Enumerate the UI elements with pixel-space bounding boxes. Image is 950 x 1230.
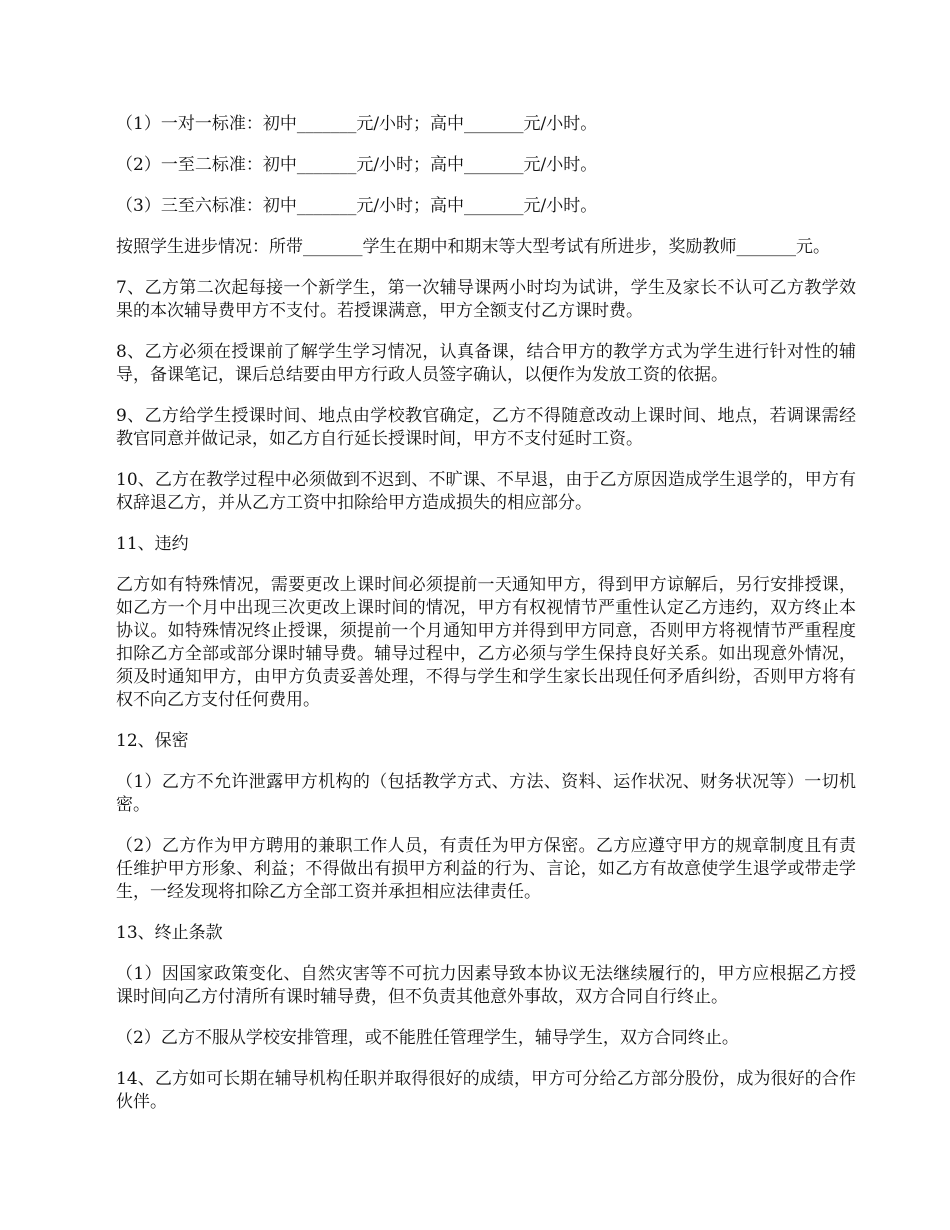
clause-13-1: （1）因国家政策变化、自然灾害等不可抗力因素导致本协议无法继续履行的，甲方应根据乙方授课时间向乙方付清所有课时辅导费，但不负责其他意外事故，双方合同自行终止。 <box>116 964 856 1007</box>
document-body <box>116 113 856 1132</box>
section-heading-breach: 11、违约 <box>116 534 189 554</box>
rate-one-to-two: （2）一至二标准：初中_______元/小时；高中_______元/小时。 <box>116 155 598 175</box>
clause-10: 10、乙方在教学过程中必须做到不迟到、不旷课、不早退，由于乙方原因造成学生退学的，甲方有权辞退乙方，并从乙方工资中扣除给甲方造成损失的相应部分。 <box>116 470 856 513</box>
clause-12-2: （2）乙方作为甲方聘用的兼职工作人员，有责任为甲方保密。乙方应遵守甲方的规章制度且有责任维护甲方形象、利益；不得做出有损甲方利益的行为、言论，如乙方有故意使学生退学或带走学生，一经发现将扣除乙方全部工资并承担相应法律责任。 <box>116 836 856 902</box>
clause-8: 8、乙方必须在授课前了解学生学习情况，认真备课，结合甲方的教学方式为学生进行针对性的辅导，备课笔记，课后总结要由甲方行政人员签字确认，以便作为发放工资的依据。 <box>116 342 856 385</box>
section-heading-termination: 13、终止条款 <box>116 923 223 943</box>
clause-breach-body: 乙方如有特殊情况，需要更改上课时间必须提前一天通知甲方，得到甲方谅解后，另行安排授课，如乙方一个月中出现三次更改上课时间的情况，甲方有权视情节严重性认定乙方违约，双方终止本协议。如特殊情况终止授课，须提前一个月通知甲方并得到甲方同意，否则甲方将视情节严重程度扣除乙方全部或部分课时辅导费。辅导过程中，乙方必须与学生保持良好关系。如出现意外情况，须及时通知甲方，由甲方负责妥善处理，不得与学生和学生家长出现任何矛盾纠纷，否则甲方将有权不向乙方支付任何费用。 <box>116 575 856 710</box>
clause-9: 9、乙方给学生授课时间、地点由学校教官确定，乙方不得随意改动上课时间、地点，若调课需经教官同意并做记录，如乙方自行延长授课时间，甲方不支付延时工资。 <box>116 406 856 449</box>
progress-bonus-clause: 按照学生进步情况：所带_______学生在期中和期末等大型考试有所进步，奖励教师_______元。 <box>116 237 830 257</box>
rate-one-on-one: （1）一对一标准：初中_______元/小时；高中_______元/小时。 <box>116 114 598 134</box>
clause-13-2: （2）乙方不服从学校安排管理，或不能胜任管理学生，辅导学生，双方合同终止。 <box>116 1028 739 1048</box>
clause-12-1: （1）乙方不允许泄露甲方机构的（包括教学方式、方法、资料、运作状况、财务状况等）一切机密。 <box>116 772 856 815</box>
clause-14: 14、乙方如可长期在辅导机构任职并取得很好的成绩，甲方可分给乙方部分股份，成为很好的合作伙伴。 <box>116 1069 856 1112</box>
clause-7: 7、乙方第二次起每接一个新学生，第一次辅导课两小时均为试讲，学生及家长不认可乙方教学效果的本次辅导费甲方不支付。若授课满意，甲方全额支付乙方课时费。 <box>116 278 856 321</box>
section-heading-confidentiality: 12、保密 <box>116 731 189 751</box>
rate-three-to-six: （3）三至六标准：初中_______元/小时；高中_______元/小时。 <box>116 196 598 216</box>
